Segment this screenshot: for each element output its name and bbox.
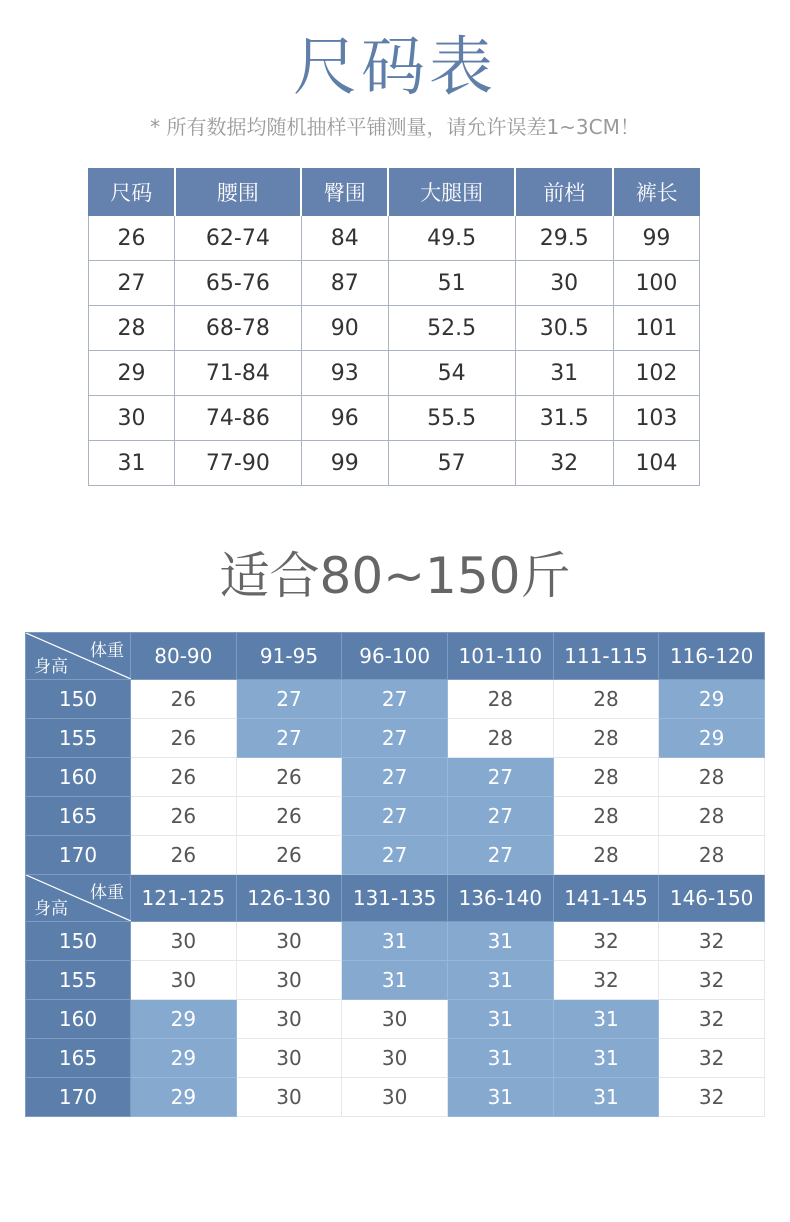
size-table-cell: 77-90 — [175, 441, 302, 486]
size-table-cell: 30 — [515, 261, 613, 306]
corner-height-label: 身高 — [34, 899, 68, 919]
grid-size-cell: 27 — [342, 680, 448, 719]
size-table-cell: 52.5 — [388, 306, 515, 351]
grid-size-cell: 30 — [131, 961, 237, 1000]
grid-size-cell: 27 — [342, 797, 448, 836]
size-table-cell: 96 — [301, 396, 388, 441]
grid-weight-range: 116-120 — [659, 633, 765, 680]
corner-weight-label: 体重 — [90, 883, 124, 903]
grid-height-label: 160 — [26, 758, 131, 797]
grid-weight-range: 146-150 — [659, 875, 765, 922]
grid-size-cell: 30 — [342, 1039, 448, 1078]
size-table-cell: 31 — [89, 441, 175, 486]
grid-size-cell: 29 — [131, 1000, 237, 1039]
size-table-cell: 103 — [613, 396, 699, 441]
size-table-cell: 62-74 — [175, 216, 302, 261]
grid-size-cell: 31 — [447, 961, 553, 1000]
size-table-cell: 84 — [301, 216, 388, 261]
grid-size-cell: 26 — [131, 836, 237, 875]
grid-size-cell: 31 — [553, 1078, 659, 1117]
grid-size-cell: 32 — [659, 922, 765, 961]
grid-size-cell: 32 — [553, 922, 659, 961]
size-table-cell: 68-78 — [175, 306, 302, 351]
grid-size-cell: 28 — [553, 719, 659, 758]
grid-size-cell: 31 — [553, 1000, 659, 1039]
grid-size-cell: 27 — [236, 680, 342, 719]
grid-weight-header-row — [26, 875, 765, 922]
grid-size-cell: 31 — [342, 922, 448, 961]
grid-height-label: 155 — [26, 961, 131, 1000]
grid-size-cell: 28 — [553, 797, 659, 836]
grid-size-cell: 28 — [659, 797, 765, 836]
size-table-cell: 57 — [388, 441, 515, 486]
grid-size-cell: 27 — [342, 758, 448, 797]
grid-size-cell: 27 — [447, 836, 553, 875]
grid-weight-range: 80-90 — [131, 633, 237, 680]
grid-size-cell: 30 — [236, 1039, 342, 1078]
grid-size-cell: 32 — [659, 1039, 765, 1078]
grid-size-cell: 30 — [236, 961, 342, 1000]
size-table-row — [89, 261, 700, 306]
grid-height-label: 165 — [26, 1039, 131, 1078]
weight-range-subtitle: 适合80~150斤 — [219, 547, 571, 605]
grid-weight-header-row — [26, 633, 765, 680]
grid-corner-header — [26, 875, 131, 922]
grid-weight-range: 91-95 — [236, 633, 342, 680]
size-col-header: 前档 — [515, 169, 613, 216]
size-table-row — [89, 396, 700, 441]
grid-size-cell: 26 — [131, 719, 237, 758]
grid-height-label: 150 — [26, 680, 131, 719]
size-col-header: 尺码 — [89, 169, 175, 216]
grid-size-cell: 32 — [659, 1078, 765, 1117]
page-title: 尺码表 — [293, 31, 497, 105]
grid-height-label: 155 — [26, 719, 131, 758]
measurement-note: * 所有数据均随机抽样平铺测量，请允许误差1~3CM！ — [150, 115, 640, 139]
grid-corner-header — [26, 633, 131, 680]
grid-weight-range: 101-110 — [447, 633, 553, 680]
grid-size-cell: 26 — [236, 797, 342, 836]
grid-size-cell: 27 — [447, 758, 553, 797]
corner-weight-label: 体重 — [90, 641, 124, 661]
grid-size-cell: 26 — [131, 797, 237, 836]
grid-size-cell: 32 — [553, 961, 659, 1000]
grid-size-cell: 27 — [447, 797, 553, 836]
size-table-cell: 30 — [89, 396, 175, 441]
grid-size-cell: 31 — [553, 1039, 659, 1078]
size-table-cell: 26 — [89, 216, 175, 261]
grid-size-cell: 30 — [131, 922, 237, 961]
grid-size-cell: 26 — [131, 758, 237, 797]
grid-row — [26, 1000, 765, 1039]
grid-size-cell: 29 — [659, 680, 765, 719]
grid-size-cell: 27 — [236, 719, 342, 758]
grid-weight-range: 111-115 — [553, 633, 659, 680]
grid-height-label: 150 — [26, 922, 131, 961]
size-table-cell: 101 — [613, 306, 699, 351]
size-table-cell: 71-84 — [175, 351, 302, 396]
grid-weight-range: 136-140 — [447, 875, 553, 922]
grid-size-cell: 26 — [236, 836, 342, 875]
size-table-row — [89, 351, 700, 396]
grid-size-cell: 31 — [447, 1078, 553, 1117]
grid-row — [26, 1039, 765, 1078]
size-table-header-row — [89, 169, 700, 216]
grid-size-cell: 30 — [236, 922, 342, 961]
size-table-cell: 87 — [301, 261, 388, 306]
size-table-cell: 27 — [89, 261, 175, 306]
size-table-cell: 104 — [613, 441, 699, 486]
grid-size-cell: 30 — [342, 1078, 448, 1117]
size-table-cell: 65-76 — [175, 261, 302, 306]
grid-height-label: 160 — [26, 1000, 131, 1039]
grid-row — [26, 758, 765, 797]
size-table-cell: 100 — [613, 261, 699, 306]
grid-weight-range: 141-145 — [553, 875, 659, 922]
grid-size-cell: 31 — [447, 1039, 553, 1078]
size-table-cell: 29.5 — [515, 216, 613, 261]
grid-size-cell: 29 — [131, 1078, 237, 1117]
grid-size-cell: 29 — [131, 1039, 237, 1078]
size-table-cell: 32 — [515, 441, 613, 486]
grid-size-cell: 30 — [342, 1000, 448, 1039]
grid-height-label: 170 — [26, 836, 131, 875]
size-table-cell: 31.5 — [515, 396, 613, 441]
size-col-header: 裤长 — [613, 169, 699, 216]
size-table-cell: 54 — [388, 351, 515, 396]
grid-row — [26, 797, 765, 836]
size-table-cell: 30.5 — [515, 306, 613, 351]
size-col-header: 腰围 — [175, 169, 302, 216]
size-table-cell: 93 — [301, 351, 388, 396]
size-table-cell: 90 — [301, 306, 388, 351]
size-table-cell: 99 — [301, 441, 388, 486]
size-table-cell: 51 — [388, 261, 515, 306]
grid-size-cell: 28 — [553, 680, 659, 719]
grid-weight-range: 121-125 — [131, 875, 237, 922]
grid-size-cell: 26 — [236, 758, 342, 797]
size-table-cell: 99 — [613, 216, 699, 261]
size-table-row — [89, 306, 700, 351]
size-table-cell: 28 — [89, 306, 175, 351]
height-weight-size-grid — [25, 632, 765, 1117]
grid-height-label: 165 — [26, 797, 131, 836]
size-table — [88, 168, 700, 486]
size-table-cell: 31 — [515, 351, 613, 396]
grid-size-cell: 31 — [447, 1000, 553, 1039]
corner-height-label: 身高 — [34, 657, 68, 677]
grid-size-cell: 27 — [342, 719, 448, 758]
grid-row — [26, 961, 765, 1000]
size-col-header: 臀围 — [301, 169, 388, 216]
grid-size-cell: 31 — [342, 961, 448, 1000]
grid-row — [26, 680, 765, 719]
grid-size-cell: 32 — [659, 961, 765, 1000]
grid-size-cell: 32 — [659, 1000, 765, 1039]
size-col-header: 大腿围 — [388, 169, 515, 216]
size-table-cell: 29 — [89, 351, 175, 396]
grid-weight-range: 96-100 — [342, 633, 448, 680]
grid-row — [26, 922, 765, 961]
size-table-cell: 74-86 — [175, 396, 302, 441]
grid-size-cell: 30 — [236, 1078, 342, 1117]
size-table-cell: 102 — [613, 351, 699, 396]
grid-size-cell: 28 — [553, 836, 659, 875]
grid-size-cell: 30 — [236, 1000, 342, 1039]
grid-size-cell: 29 — [659, 719, 765, 758]
size-table-cell: 49.5 — [388, 216, 515, 261]
grid-row — [26, 1078, 765, 1117]
size-table-row — [89, 441, 700, 486]
grid-size-cell: 28 — [447, 719, 553, 758]
grid-size-cell: 28 — [659, 836, 765, 875]
grid-size-cell: 28 — [447, 680, 553, 719]
grid-weight-range: 131-135 — [342, 875, 448, 922]
grid-weight-range: 126-130 — [236, 875, 342, 922]
size-table-cell: 55.5 — [388, 396, 515, 441]
grid-size-cell: 31 — [447, 922, 553, 961]
size-table-row — [89, 216, 700, 261]
grid-size-cell: 28 — [659, 758, 765, 797]
grid-size-cell: 26 — [131, 680, 237, 719]
grid-row — [26, 836, 765, 875]
grid-height-label: 170 — [26, 1078, 131, 1117]
grid-size-cell: 27 — [342, 836, 448, 875]
grid-row — [26, 719, 765, 758]
grid-size-cell: 28 — [553, 758, 659, 797]
